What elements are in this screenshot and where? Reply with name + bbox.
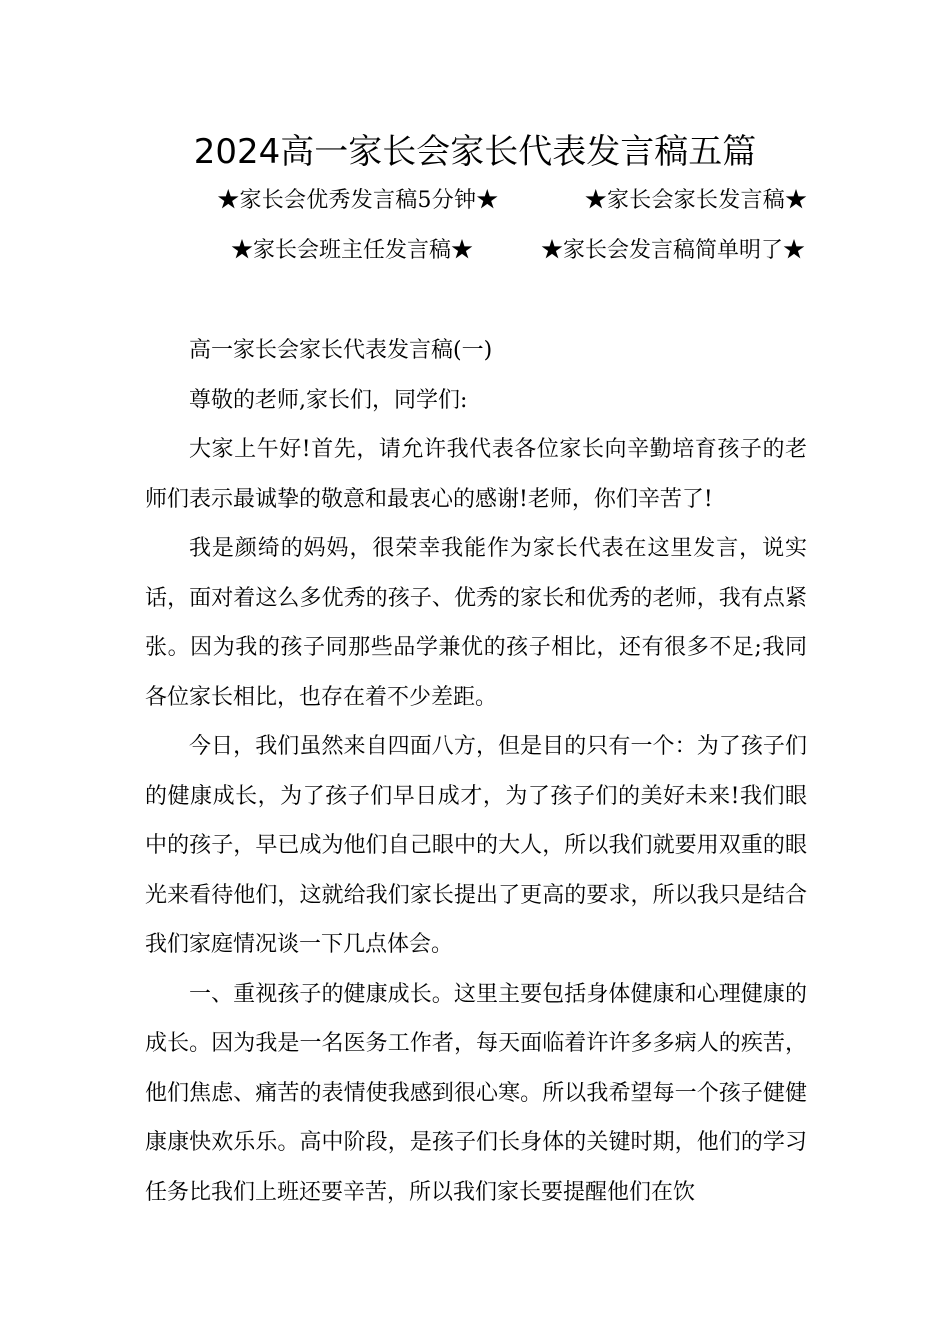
section-heading: 高一家长会家长代表发言稿(一) <box>189 338 493 363</box>
paragraph: 今日，我们虽然来自四面八方，但是目的只有一个：为了孩子们的健康成长，为了孩子们早日成才，为了孩子们的美好未来!我们眼中的孩子，早已成为他们自己眼中的大人，所以我们就要用双重的眼光来看待他们，这就给我们家长提出了更高的要求，所以我只是结合我们家庭情况谈一下几点体会。 <box>145 734 807 957</box>
related-link-simple-speech[interactable]: ★家长会发言稿简单明了★ <box>541 237 806 263</box>
paragraph: 大家上午好!首先，请允许我代表各位家长向辛勤培育孩子的老师们表示最诚挚的敬意和最衷心的感谢!老师，你们辛苦了! <box>145 437 807 512</box>
document-body <box>145 326 807 1217</box>
salutation: 尊敬的老师,家长们，同学们: <box>189 387 468 413</box>
document-title: 2024高一家长会家长代表发言稿五篇 <box>193 132 757 172</box>
related-links <box>145 176 807 275</box>
paragraph: 一、重视孩子的健康成长。这里主要包括身体健康和心理健康的成长。因为我是一名医务工作者，每天面临着许许多多病人的疾苦，他们焦虑、痛苦的表情使我感到很心寒。所以我希望每一个孩子健健康康快欢乐乐。高中阶段，是孩子们长身体的关键时期，他们的学习任务比我们上班还要辛苦，所以我们家长要提醒他们在饮 <box>145 981 807 1205</box>
paragraph: 我是颜绮的妈妈，很荣幸我能作为家长代表在这里发言，说实话，面对着这么多优秀的孩子、优秀的家长和优秀的老师，我有点紧张。因为我的孩子同那些品学兼优的孩子相比，还有很多不足;我同各位家长相比，也存在着不少差距。 <box>145 536 807 710</box>
related-link-teacher-speech[interactable]: ★家长会班主任发言稿★ <box>231 237 474 263</box>
related-link-parent-speech[interactable]: ★家长会家长发言稿★ <box>584 188 807 213</box>
related-link-excellent-speech[interactable]: ★家长会优秀发言稿5分钟★ <box>217 188 499 213</box>
